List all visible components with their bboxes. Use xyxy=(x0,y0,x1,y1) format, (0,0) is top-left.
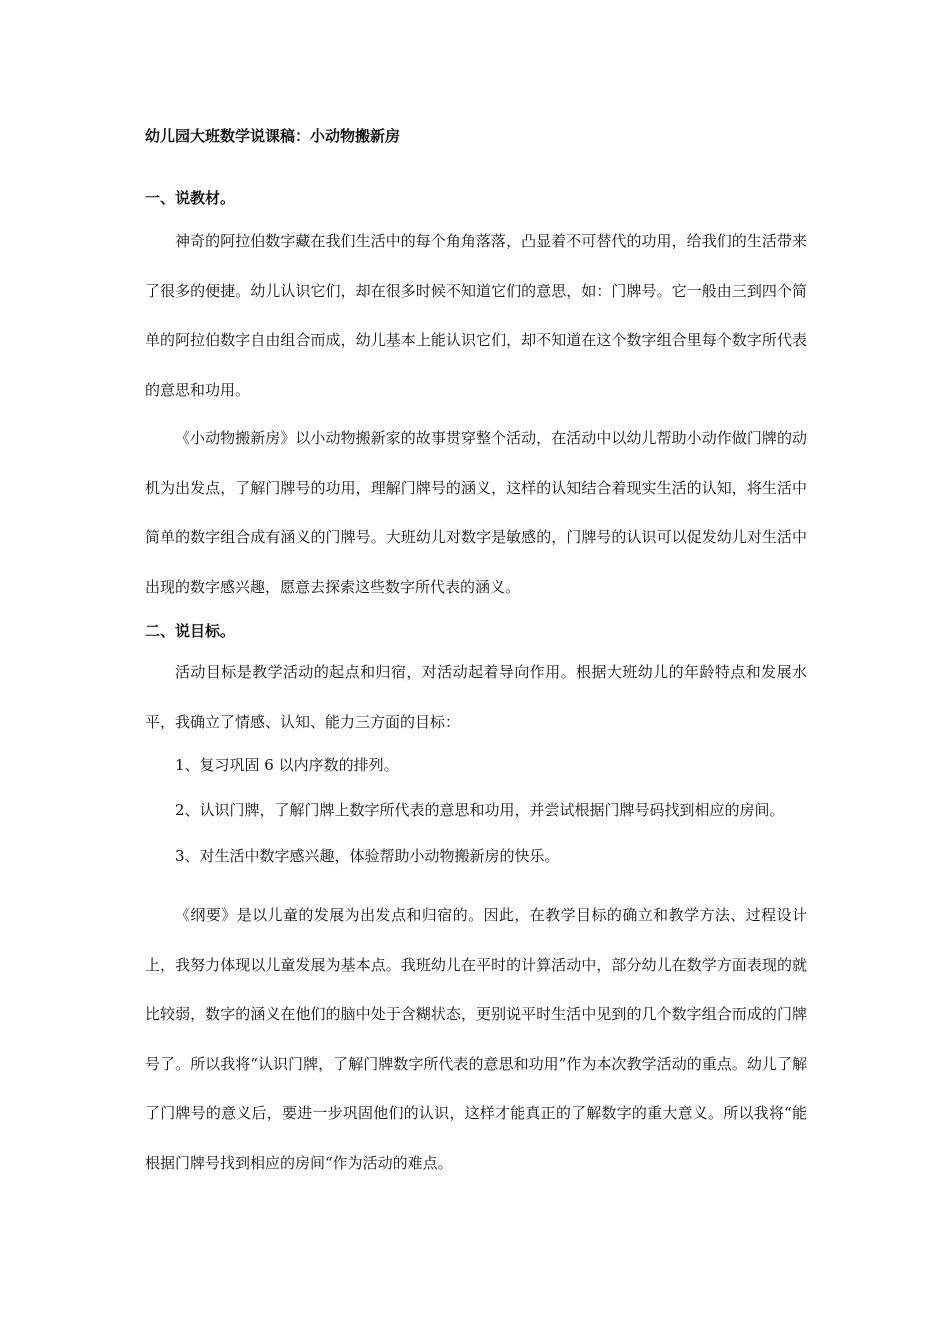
section-heading-textbook: 一、说教材。 xyxy=(145,189,236,207)
section-heading-goals: 二、说目标。 xyxy=(145,622,236,640)
goal-item-2: 2、认识门牌，了解门牌上数字所代表的意思和功用，并尝试根据门牌号码找到相应的房间。 xyxy=(175,801,785,819)
goal-item-1: 1、复习巩固 6 以内序数的排列。 xyxy=(175,756,399,774)
goal-item-3: 3、对生活中数字感兴趣，体验帮助小动物搬新房的快乐。 xyxy=(175,847,560,865)
paragraph-goals-closing: 《纲要》是以儿童的发展为出发点和归宿的。因此，在教学目标的确立和教学方法、过程设计上，我努力体现以儿童发展为基本点。我班幼儿在平时的计算活动中，部分幼儿在数学方面表现的就比较弱，数字的涵义在他们的脑中处于含糊状态，更别说平时生活中见到的几个数字组合而成的门牌号了。所以我将“认识门牌，了解门牌数字所代表的意思和功用”作为本次教学活动的重点。幼儿了解了门牌号的意义后，要进一步巩固他们的认识，这样才能真正的了解数字的重大意义。所以我将“能根据门牌号找到相应的房间“作为活动的难点。 xyxy=(145,906,807,1172)
paragraph-goals-intro: 活动目标是教学活动的起点和归宿，对活动起着导向作用。根据大班幼儿的年龄特点和发展水平，我确立了情感、认知、能力三方面的目标： xyxy=(145,663,807,731)
document-title: 幼儿园大班数学说课稿：小动物搬新房 xyxy=(145,127,401,145)
paragraph-textbook-intro: 神奇的阿拉伯数字藏在我们生活中的每个角角落落，凸显着不可替代的功用，给我们的生活带来了很多的便捷。幼儿认识它们，却在很多时候不知道它们的意思，如：门牌号。它一般由三到四个简单的阿拉伯数字自由组合而成，幼儿基本上能认识它们，却不知道在这个数字组合里每个数字所代表的意思和功用。 xyxy=(145,232,807,399)
paragraph-textbook-story: 《小动物搬新房》以小动物搬新家的故事贯穿整个活动，在活动中以幼儿帮助小动作做门牌的动机为出发点，了解门牌号的功用，理解门牌号的涵义，这样的认知结合着现实生活的认知，将生活中简单的数字组合成有涵义的门牌号。大班幼儿对数字是敏感的，门牌号的认识可以促发幼儿对生活中出现的数字感兴趣，愿意去探索这些数字所代表的涵义。 xyxy=(145,429,807,596)
